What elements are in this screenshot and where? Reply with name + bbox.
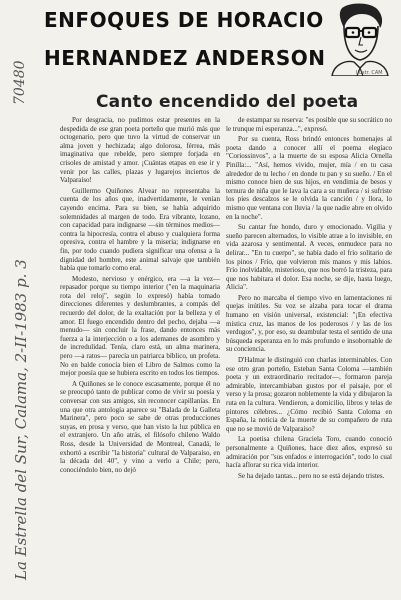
article-column-right (226, 116, 392, 480)
column-title-line2: HERNANDEZ ANDERSON (44, 46, 326, 70)
paragraph: Modesto, nervioso y enérgico, era —a la vez— repasador porque su tiempo interior ("en la maquinaria rota del reloj", según lo expresó) había tomado direcciones diferentes y deslumbrantes, a compás del recuerdo del dolor, de la exaltación por la belleza y el amor. El fuego encendido dentro del pecho, dejaba —a menudo— sin concluir la frase, dando entonces más fuerza a la interjección o a los ademanes de asombro y de incredulidad. Tenía, claro está, un alma marinera, pero —a ratos— parecía un patriarca bíblico, un profeta. No en balde conocía bien el Libro de Salmos como la mejor poesía que se hubiera escrito en todos los tiempos. (60, 274, 220, 378)
paragraph: Por su cuenta, Ross brindó entonces homenajes al poeta dando a conocer allí el poema elegíaco "Coriossinvos", a la muerte de su esposa Alicia Ornella Pinilla:... "Así, hemos vivido, mujer, mía / en tu casa alrededor de tu lecho / en donde tu pan y su sueño. / En el mismo conoce bien de sus hijos, en vendimia de besos y ternura de niña que le lava la cara a su muñeca / si sufriste los pies descalzos se le olvida la canción / y llora, lo mismo que ventana con lluvia / la que nadie abre en olvido en la noche". (226, 135, 392, 221)
paragraph: Guillermo Quiñones Alvear no representaba la cuenta de los años que, inadvertidamente, le venían cayendo encima. Para su bien, se había adquirido solemnidades al margen de todo. Era vibrante, lozano, con capacidad para indignarse —sin términos medios— contra la hipocresía, contra el abuso y cualquiera forma opresiva, contra el hambre y la miseria; indignarse en fin, por todo cuando pudiera significar una ofensa a la dignidad del hombre, este animal salvaje que también había que tomarlo como eral. (60, 186, 220, 273)
paragraph: Pero no marcaba el tiempo vivo en lamentaciones ni quejas inútiles. Su voz se alzaba para tocar el drama humano en visión universal, existencial: "¡En efectiva mística cruz, las manos de los poderosos / y las de los verdugos", y, por eso, su deambular testa el sentido de una búsqueda esperanza en lo más profundo e insobornable de su conciencia. (226, 293, 392, 354)
paragraph: La poetisa chilena Graciela Toro, cuando conoció personalmente a Quiñones, hace diez años, expresó su admiración por "sus enfados e interrogación", todo lo cual hacía aflorar su rica vida interior. (226, 435, 392, 470)
paragraph: Su cantar fue hondo, duro y emocionado. Vigilia y sueño parecen alternados, lo visible atrae a lo invisible, en vida azarosa y sentimental. A veces, enmudece para no delirar... "En tu cuerpo", se había dado el frío solitario de los pinos / Frío, que volvieron mis manos y mis labios. Frío inolvidable, misterioso, que nos borró la tristeza, para que nos habitara el dolor. Esa noche, se dije, hasta luego, Alicia". (226, 223, 392, 292)
paragraph: de estampar su reserva: "es posible que su socrático no le trunque mi esperanza...", expresó. (226, 116, 392, 133)
author-portrait-drawing (302, 2, 392, 76)
column-title (44, 6, 326, 72)
paragraph: D'Halmar le distinguió con charlas interminables. Con ese otro gran porteño, Esteban Santa Coloma —también poeta y un extraordinario recitador—, formaron pareja admirable, intercambiaban gustos por el paisaje, por el verso y la prosa; gozaron noblemente la vida y dibujaron la ruta en la cultura. Vendieron, a domicilio, libros y telas de pintores célebres... ¿Cómo recibió Santa Coloma en España, la noticia de la muerte de su compañero de ruta que no se movió de Valparaíso? (226, 356, 393, 433)
margin-source-note: La Estrella del Sur, Calama, 2-II-1983 p. 3 (12, 259, 30, 580)
paragraph: Se ha dejado tantas... pero no se está dejando tristes. (238, 471, 385, 480)
article-column-left (60, 116, 220, 474)
paragraph: Por desgracia, no pudimos estar presentes en la despedida de ese gran poeta porteño que murió más que octogenario, pero que tuvo la virtud de conservar un alma joven y hechizada; algo dolorosa, férrea, más imaginativa que rebelde, pero siempre forjada en crisoles de amistad y amor. ¡Cuántas etapas en ese ir y venir por las calles, plazas y lugarejos inciertos de Valparaíso! (60, 116, 220, 185)
paragraph: A Quiñones se le conoce escasamente, porque él no se preocupó tanto de publicar como de vivir su poesía y conversar con sus amigos, sin reconocer capillanías. En una que otra antología aparece su "Balada de la Galleta Marinera", pero poco se sabe de otras producciones suyas, en prosa y verso, que han visto la luz pública en el extranjero. Un año atrás, el filósofo chileno Waldo Ross, desde la Universidad de Montreal, Canadá, le exhortó a escribir "la historia" cultural de Valparaíso, en la década del 40", y vino a verlo a Chile; pero, conociéndolo bien, no dejó (60, 379, 220, 474)
column-header (44, 0, 401, 78)
author-portrait (302, 2, 392, 76)
portrait-caption: Ilustr. CAM (356, 70, 383, 76)
handwriting-annotation (2, 35, 42, 595)
margin-handwriting (2, 35, 42, 595)
margin-number: 70480 (12, 60, 28, 105)
article-title: Canto encendido del poeta (96, 92, 359, 112)
column-title-line1: ENFOQUES DE HORACIO (44, 8, 324, 32)
